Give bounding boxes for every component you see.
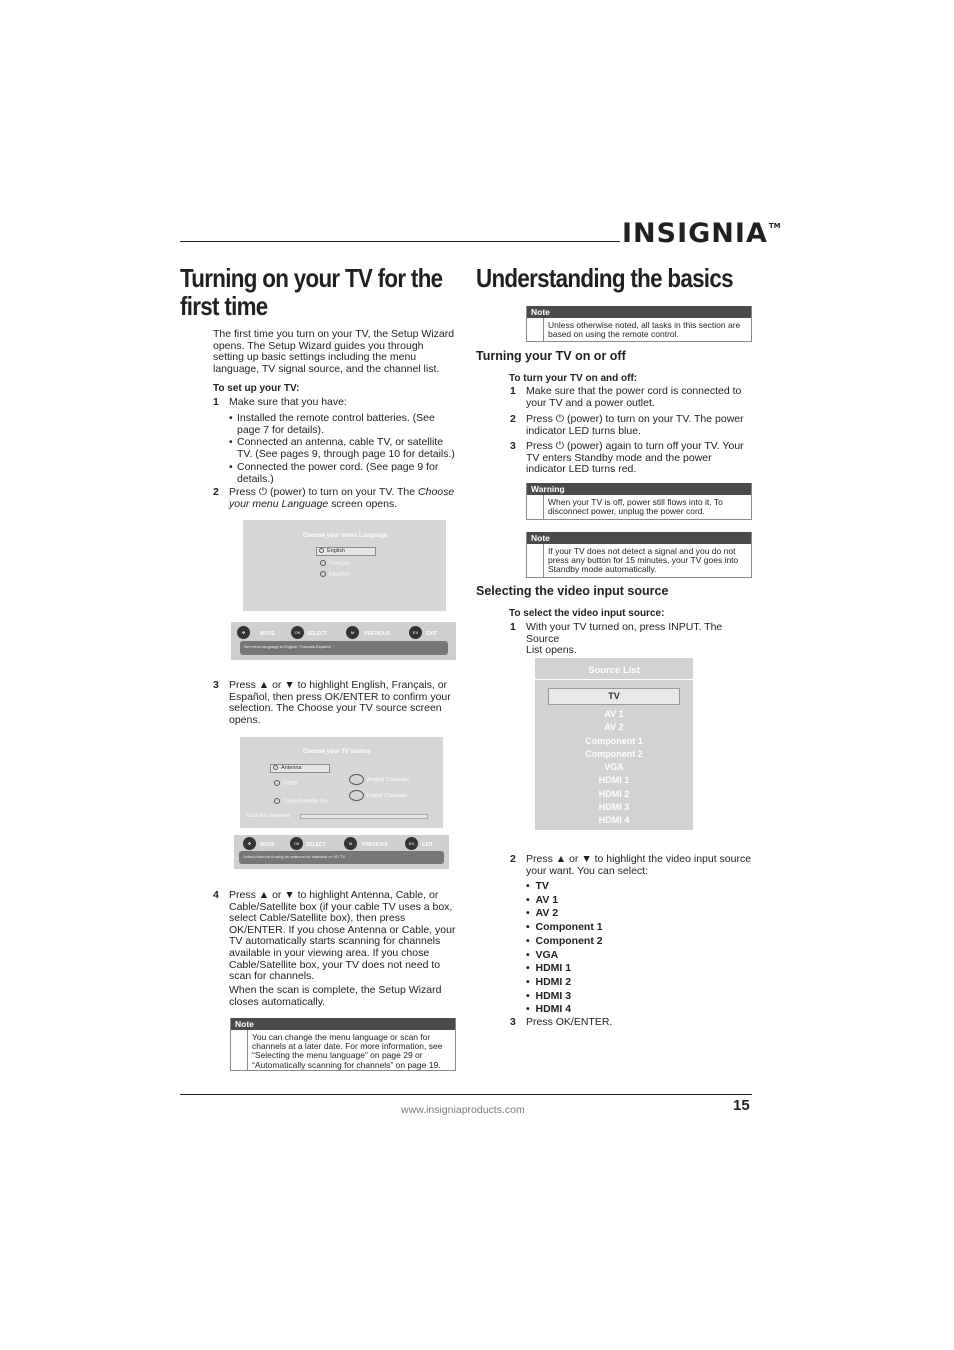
source-hdmi2[interactable]: HDMI 2: [598, 789, 630, 799]
digital-channels: Digital Channels: [349, 790, 407, 801]
step-on-off-1: 1 Make sure that the power cord is connected to your TV and a power outlet.: [510, 385, 742, 409]
analog-channels: Analog Channels: [349, 774, 409, 785]
right-title: Understanding the basics: [476, 263, 733, 293]
scan-progress-bar: [300, 814, 428, 819]
option-espanol[interactable]: Español: [320, 571, 349, 577]
step-1: 1 Make sure that you have:: [213, 396, 347, 408]
exit-icon: EX: [409, 626, 422, 639]
step-input-1: 1 With your TV turned on, press INPUT. The Source List opens.: [510, 621, 723, 657]
tv-source-nav-bar: ✥ MOVE OK SELECT M PREVIOUS EX EXIT Select Antenna if using an antenna for standard or HD TV: [234, 835, 449, 869]
procedure-video-input: To select the video input source:: [509, 608, 665, 619]
source-hdmi1[interactable]: HDMI 1: [598, 775, 630, 785]
source-list-title: Source List: [535, 658, 693, 680]
note-label: Note: [231, 1018, 455, 1030]
tv-source-screen: Choose your TV source Antenna Cable Cable/Satellite box Analog Channels Digital Channels Scan for channels: [240, 737, 443, 828]
move-icon: ✥: [237, 626, 250, 639]
option-cable[interactable]: Cable: [274, 780, 297, 786]
step-input-3: 3 Press OK/ENTER.: [510, 1016, 613, 1028]
right-note-1: Note Unless otherwise noted, all tasks in this section are based on using the remote control.: [526, 306, 752, 342]
source-component2[interactable]: Component 2: [585, 749, 643, 759]
right-note-2: Note If your TV does not detect a signal and you do not press any button for 15 minutes, your TV goes into Standby mode automatically.: [526, 532, 752, 578]
source-av2[interactable]: AV 2: [604, 722, 624, 732]
step-on-off-3: 3 Press ⏻ (power) again to turn off your TV. Your TV enters Standby mode and the power indicator LED turns red.: [510, 440, 744, 476]
language-nav-bar: ✥ MOVE OK SELECT M PREVIOUS EX EXIT Set menu language to English, Français,Español: [231, 622, 456, 660]
source-vga[interactable]: VGA: [604, 762, 624, 772]
bullet-batteries: • Installed the remote control batteries. (See page 7 for details).: [229, 412, 435, 436]
warning-box: Warning When your TV is off, power still flows into it. To disconnect power, unplug the power cord.: [526, 483, 752, 520]
select-icon: OK: [290, 837, 303, 850]
heading-video-input: Selecting the video input source: [476, 584, 669, 598]
source-hdmi4[interactable]: HDMI 4: [598, 815, 630, 825]
source-list-screen: [535, 658, 693, 830]
source-tv[interactable]: TV: [548, 688, 680, 705]
move-icon: ✥: [243, 837, 256, 850]
step-4: 4 Press ▲ or ▼ to highlight Antenna, Cable, or Cable/Satellite box (if your cable TV uses a box, select Cable/Satellite box), then press OK/ENTER. If you chose Antenna or Cable, your TV automatically starts scanning for channels available in your viewing area. If you chose Cable/Satellite box, your TV does not need to scan for channels.: [213, 889, 456, 983]
step-2: 2 Press ⏻ (power) to turn on your TV. The Choose your menu Language screen opens.: [213, 486, 455, 510]
source-av1[interactable]: AV 1: [604, 709, 624, 719]
footer-rule: [180, 1094, 752, 1095]
source-hdmi3[interactable]: HDMI 3: [598, 802, 630, 812]
select-list: • TV • AV 1 • AV 2 • Component 1 • Component 2 • VGA • HDMI 1 • HDMI 2 • HDMI 3 • HDMI 4: [526, 880, 603, 1016]
screen-title: Choose your menu Language: [303, 533, 388, 539]
option-antenna[interactable]: Antenna: [270, 764, 330, 773]
left-intro: The first time you turn on your TV, the Setup Wizard opens. The Setup Wizard guides you through setting up basic settings including the menu language, TV signal source, and the channel list.: [213, 328, 455, 375]
header-rule: [180, 241, 620, 242]
scan-label: Scan for channels: [246, 813, 291, 819]
left-title: Turning on your TV for the first time: [180, 263, 443, 321]
footer-url[interactable]: www.insigniaproducts.com: [401, 1104, 525, 1116]
source-component1[interactable]: Component 1: [585, 736, 643, 746]
option-cable-satellite[interactable]: Cable/Satellite box: [274, 798, 329, 804]
help-bar: Select Antenna if using an antenna for standard or HD TV: [239, 851, 444, 864]
option-francais[interactable]: Français: [320, 560, 350, 566]
insignia-logo: INSIGNIA™: [622, 218, 781, 249]
page-number: 15: [733, 1097, 750, 1114]
help-bar: Set menu language to English, Français,Español: [240, 641, 448, 655]
step-on-off-2: 2 Press ⏻ (power) to turn on your TV. The power indicator LED turns blue.: [510, 413, 744, 437]
procedure-set-up: To set up your TV:: [213, 383, 300, 394]
step-4-after: When the scan is complete, the Setup Wizard closes automatically.: [229, 984, 442, 1008]
procedure-on-off: To turn your TV on and off:: [509, 373, 638, 384]
menu-icon: M: [346, 626, 359, 639]
language-screen: [243, 520, 446, 611]
step-3: 3 Press ▲ or ▼ to highlight English, Français, or Español, then press OK/ENTER to confirm your selection. The Choose your TV source screen opens.: [213, 679, 451, 726]
select-icon: OK: [291, 626, 304, 639]
left-note-box: Note You can change the menu language or scan for channels at a later date. For more information, see “Selecting the menu language” on page 29 or “Automatically scanning for channels” on page 19.: [230, 1018, 456, 1071]
bullet-antenna: • Connected an antenna, cable TV, or satellite TV. (See pages 9, through page 10 for details.): [229, 436, 455, 460]
menu-icon: M: [344, 837, 357, 850]
exit-icon: EX: [405, 837, 418, 850]
bullet-power-cord: • Connected the power cord. (See page 9 for details.): [229, 461, 439, 485]
step-input-2: 2 Press ▲ or ▼ to highlight the video input source your want. You can select:: [510, 853, 752, 877]
heading-turning-on-off: Turning your TV on or off: [476, 349, 626, 363]
option-english[interactable]: English: [316, 547, 376, 556]
